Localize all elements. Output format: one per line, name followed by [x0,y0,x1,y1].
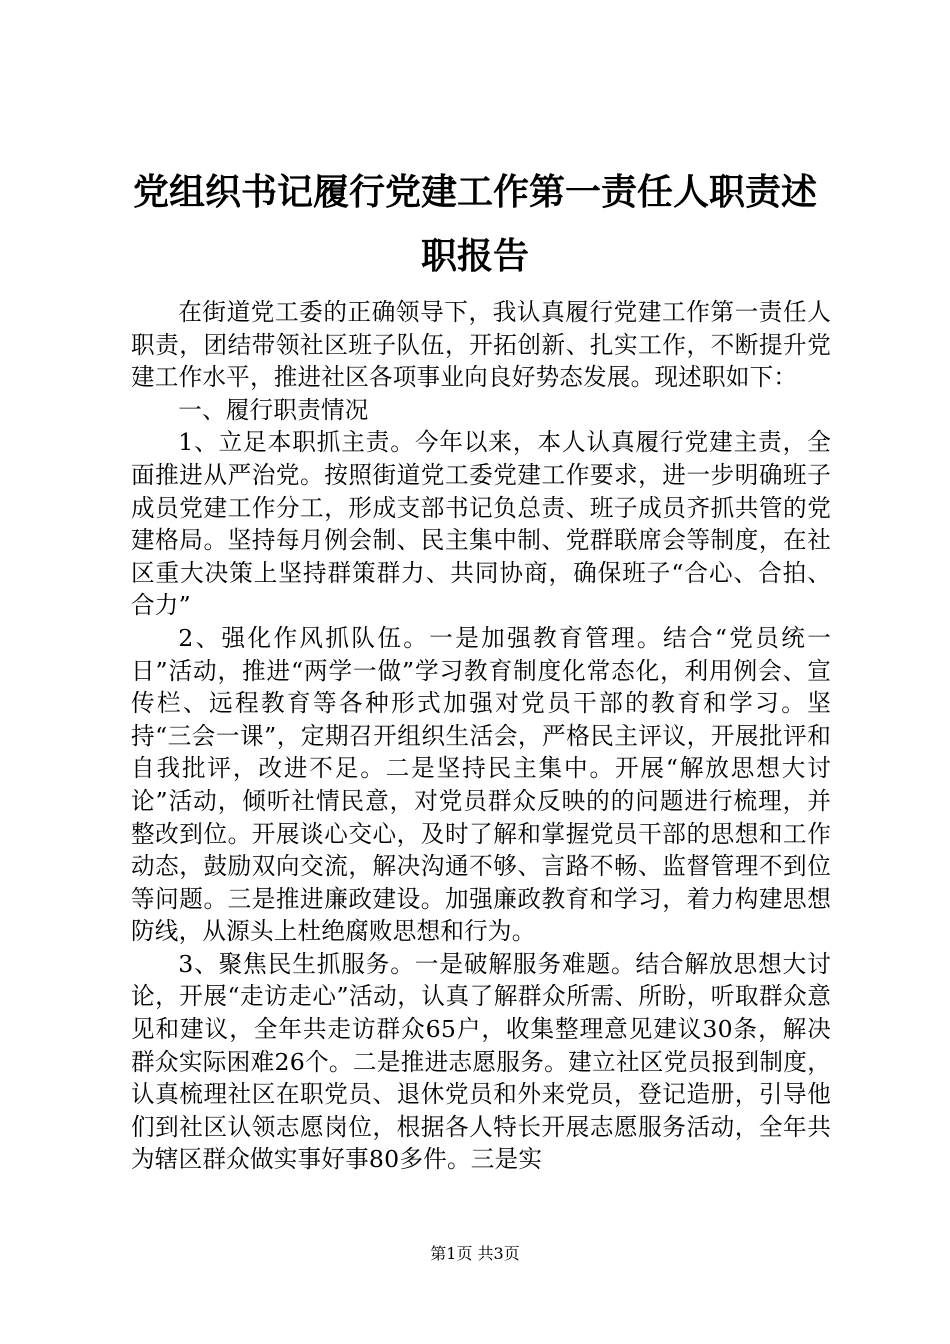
paragraph-item-2: 2、强化作风抓队伍。一是加强教育管理。结合“党员统一日”活动，推进“两学一做”学习教育制度化常态化，利用例会、宣传栏、远程教育等各种形式加强对党员干部的教育和学习。坚持“三会一课”，定期召开组织生活会，严格民主评议，开展批评和自我批评，改进不足。二是坚持民主集中。开展“解放思想大讨论”活动，倾听社情民意，对党员群众反映的的问题进行梳理，并整改到位。开展谈心交心，及时了解和掌握党员干部的思想和工作动态，鼓励双向交流，解决沟通不够、言路不畅、监督管理不到位等问题。三是推进廉政建设。加强廉政教育和学习，着力构建思想防线，从源头上杜绝腐败思想和行为。 [131,623,831,946]
paragraph-item-3: 3、聚焦民生抓服务。一是破解服务难题。结合解放思想大讨论，开展“走访走心”活动，认真了解群众所需、所盼，听取群众意见和建议，全年共走访群众65户，收集整理意见建议30条，解决群众实际困难26个。二是推进志愿服务。建立社区党员报到制度，认真梳理社区在职党员、退休党员和外来党员，登记造册，引导他们到社区认领志愿岗位，根据各人特长开展志愿服务活动，全年共为辖区群众做实事好事80多件。三是实 [131,949,831,1174]
document-body [131,296,831,1176]
document-title: 党组织书记履行党建工作第一责任人职责述职报告 [132,171,817,277]
paragraph-intro: 在街道党工委的正确领导下，我认真履行党建工作第一责任人职责，团结带领社区班子队伍，开拓创新、扎实工作，不断提升党建工作水平，推进社区各项事业向良好势态发展。现述职如下： [131,298,831,392]
paragraph-item-1: 1、立足本职抓主责。今年以来，本人认真履行党建主责，全面推进从严治党。按照街道党工委党建工作要求，进一步明确班子成员党建工作分工，形成支部书记负总责、班子成员齐抓共管的党建格局。坚持每月例会制、民主集中制、党群联席会等制度，在社区重大决策上坚持群策群力、共同协商，确保班子“合心、合拍、合力” [131,428,831,620]
section-heading-1: 一、履行职责情况 [178,395,369,424]
page-footer: 第1页 共3页 [430,1244,520,1263]
